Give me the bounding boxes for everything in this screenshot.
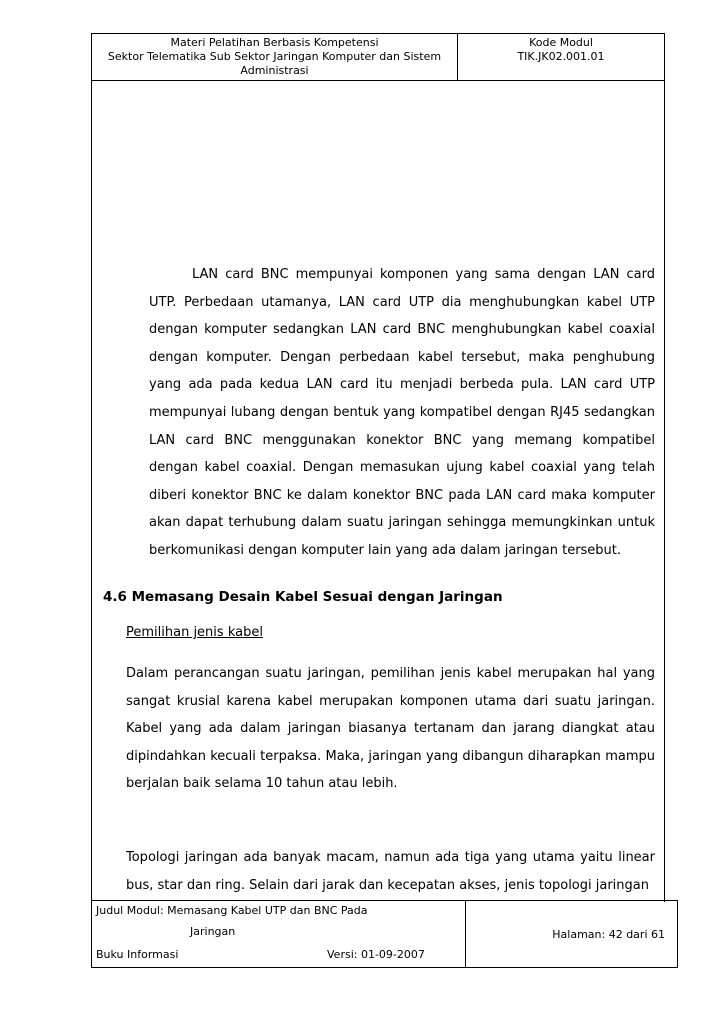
page-header [91,33,665,81]
section-title: 4.6 Memasang Desain Kabel Sesuai dengan Jaringan [103,589,503,605]
page-frame-right-border [664,80,665,902]
subheading: Pemilihan jenis kabel [126,625,263,640]
footer-left-cell [92,901,466,967]
footer-version: Versi: 01-09-2007 [327,948,425,961]
footer-module-title-line-2: Jaringan [190,925,236,938]
module-code-label: Kode Modul [529,36,593,49]
paragraph-topology: Topologi jaringan ada banyak macam, namun ada tiga yang utama yaitu linear bus, star dan ring. Selain dari jarak dan kecepatan akses, jenis topologi jaringan [126,850,655,893]
footer-book-info: Buku Informasi [96,948,179,961]
header-title-line-2: Sektor Telematika Sub Sektor Jaringan Komputer dan Sistem [107,50,442,63]
footer-page-number: Halaman: 42 dari 61 [552,928,665,941]
header-module-code [458,34,664,82]
footer-module-title-line-1: Judul Modul: Memasang Kabel UTP dan BNC Pada [96,904,368,917]
header-title [92,34,458,80]
paragraph-cable-selection: Dalam perancangan suatu jaringan, pemilihan jenis kabel merupakan hal yang sangat krusial karena kabel merupakan komponen utama dari suatu jaringan. Kabel yang ada dalam jaringan biasanya tertanam dan jarang diangkat atau dipindahkan kecuali terpaksa. Maka, jaringan yang dibangun diharapkan mampu berjalan baik selama 10 tahun atau lebih. [126,666,655,792]
page-footer [91,900,678,968]
header-title-line-1: Materi Pelatihan Berbasis Kompetensi [170,36,379,49]
header-title-line-3: Administrasi [240,64,309,77]
paragraph-lan-card-bnc [149,261,655,565]
module-code-value: TIK.JK02.001.01 [517,50,605,63]
page-frame-left-border [91,80,92,902]
paragraph-1-text: LAN card BNC mempunyai komponen yang sama dengan LAN card UTP. Perbedaan utamanya, LAN card UTP dia menghubungkan kabel UTP dengan komputer sedangkan LAN card BNC menghubungkan kabel coaxial dengan komputer. Dengan perbedaan kabel tersebut, maka penghubung yang ada pada kedua LAN card itu menjadi berbeda pula. LAN card UTP mempunyai lubang dengan bentuk yang kompatibel dengan RJ45 sedangkan LAN card BNC menggunakan konektor BNC yang memang kompatibel dengan kabel coaxial. Dengan memasukan ujung kabel coaxial yang telah diberi konektor BNC ke dalam konektor BNC pada LAN card maka komputer akan dapat terhubung dalam suatu jaringan sehingga memungkinkan untuk berkomunikasi dengan komputer lain yang ada dalam jaringan tersebut. [149,267,655,558]
